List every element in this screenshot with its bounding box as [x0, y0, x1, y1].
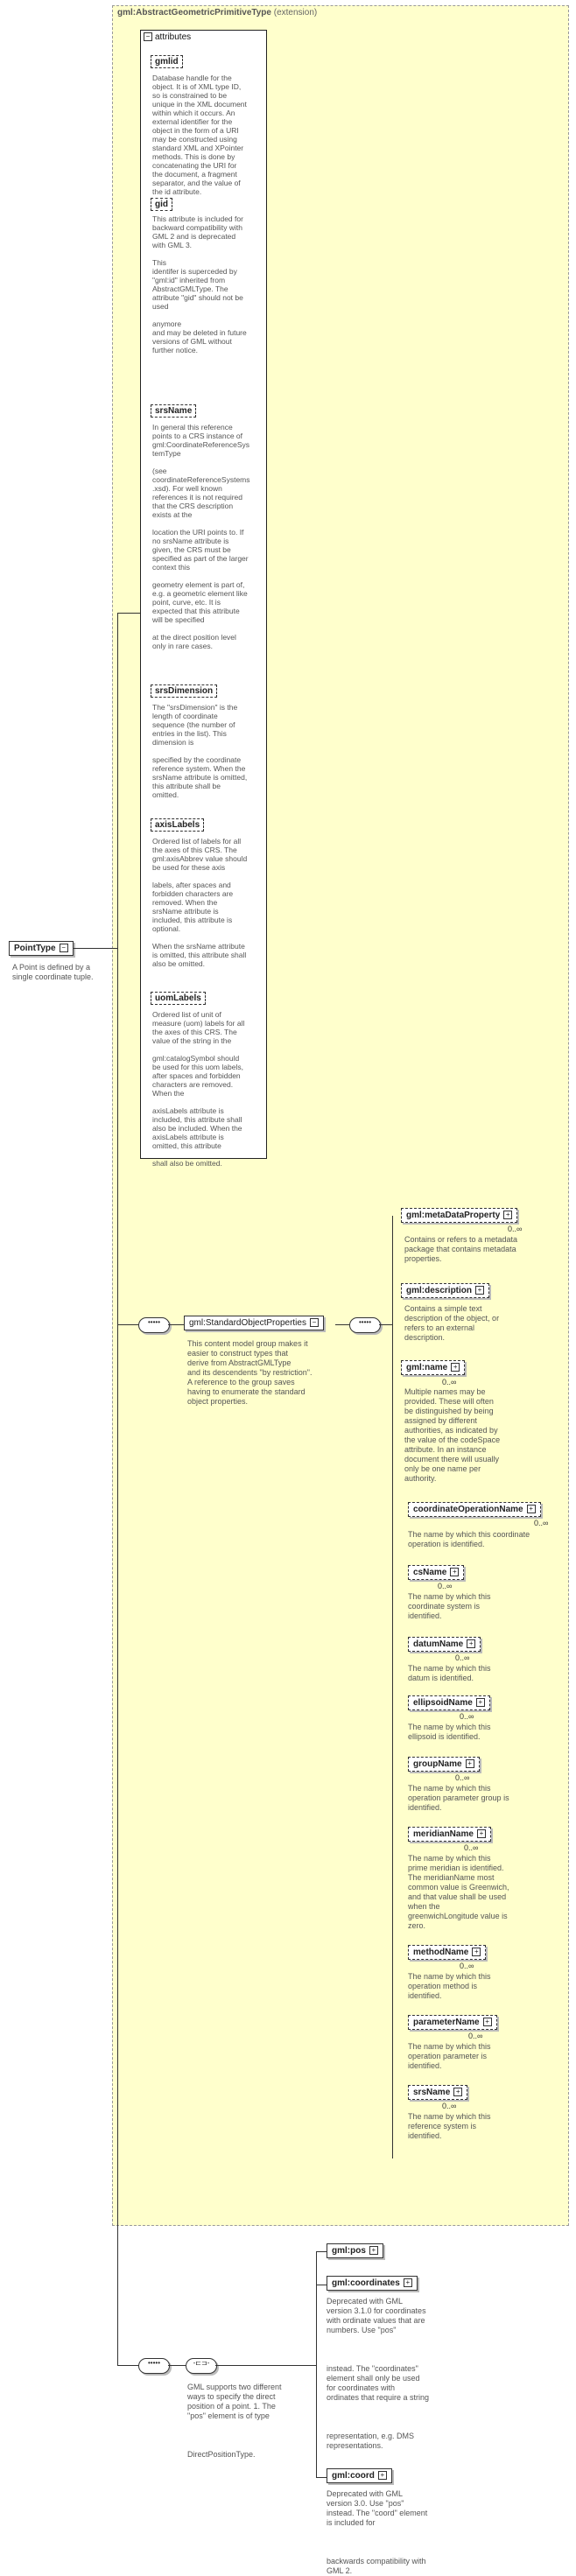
connector	[215, 2365, 228, 2366]
attribute-uomlabels[interactable]: uomLabels	[151, 992, 206, 1005]
attribute-note: In general this reference points to a CRS instance of gml:CoordinateReferenceSys temType (see coordinateReferenceSystems .xsd). For well known references it is not required that the CRS description exists at the location the URI points to. If no srsName attribute is given, the CRS must be specified as part of the larger context this geometry element is part of, e.g. a geometric element like point, curve, etc. It is expected that this attribute will be specified at the direct position level only in rare cases.	[152, 423, 250, 650]
element-groupname[interactable]: groupName +	[408, 1757, 480, 1772]
cardinality: 0..∞	[438, 1582, 453, 1590]
attribute-note: Ordered list of labels for all the axes of this CRS. The gml:axisAbbrev value should be used for these axis labels, after spaces and forbidden characters are removed. When the srsName attribute is included, this attribute is optional. When the srsName attribute is omitted, this attribute shall also be omitted.	[152, 837, 248, 968]
expand-icon[interactable]: +	[404, 2278, 412, 2287]
expand-icon[interactable]: +	[369, 2246, 378, 2255]
element-coordinateoperationname[interactable]: coordinateOperationName +	[408, 1502, 541, 1517]
expand-icon[interactable]: +	[503, 1211, 512, 1219]
element-coord[interactable]: gml:coord +	[327, 2468, 392, 2483]
attribute-note: This attribute is included for backward compatibility with GML 2 and is deprecated with GML 3. This identifer is superceded by "gml:id" inherited from AbstractGMLType. The attribute "gid" should not be used anymore and may be deleted in future versions of GML without further notice.	[152, 214, 247, 354]
collapse-icon[interactable]: −	[310, 1318, 319, 1327]
cardinality: 0..∞	[442, 1378, 457, 1386]
connector	[117, 613, 140, 614]
cardinality: 0..∞	[455, 1773, 470, 1782]
cardinality: 0..∞	[442, 2102, 457, 2110]
element-note: The name by which this reference system is identified.	[408, 2112, 491, 2140]
extension-suffix: (extension)	[273, 8, 318, 18]
element-name[interactable]: gml:name +	[401, 1360, 465, 1375]
element-note: Deprecated with GML version 3.0. Use "pos" instead. The "coord" element is included for backwards compatibility with GML 2.	[327, 2489, 428, 2575]
connector	[74, 948, 117, 949]
element-datumname[interactable]: datumName +	[408, 1637, 481, 1652]
expand-icon[interactable]: +	[472, 1948, 481, 1956]
connector	[117, 2365, 139, 2366]
collapse-icon[interactable]: −	[144, 32, 152, 41]
attribute-gid[interactable]: gid	[151, 198, 172, 211]
root-note: A Point is defined by a single coordinate tuple.	[12, 963, 94, 981]
element-methodname[interactable]: methodName +	[408, 1945, 486, 1960]
choice-compositor[interactable]: ‑⊏⊐‑	[186, 2358, 217, 2374]
collapse-icon[interactable]: −	[60, 944, 68, 952]
element-parametername[interactable]: parameterName +	[408, 2015, 497, 2030]
connector	[117, 1324, 139, 1325]
element-ellipsoidname[interactable]: ellipsoidName +	[408, 1695, 490, 1710]
element-note: Multiple names may be provided. These will often be distinguished by being assigned by different authorities, as indicated by the value of the codeSpace attribute. In an instance document there will usually only be one name per authority.	[404, 1387, 501, 1483]
expand-icon[interactable]: +	[483, 2018, 492, 2026]
expand-icon[interactable]: +	[475, 1286, 484, 1295]
expand-icon[interactable]: +	[451, 1363, 460, 1372]
expand-icon[interactable]: +	[378, 2471, 387, 2480]
connector	[316, 2477, 327, 2478]
root-element-pointtype[interactable]: PointType −	[9, 941, 74, 956]
sequence-compositor[interactable]: •••••	[138, 2358, 170, 2374]
element-metadataproperty[interactable]: gml:metaDataProperty +	[401, 1208, 517, 1223]
connector	[168, 1324, 184, 1325]
attribute-gmlid[interactable]: gmlid	[151, 55, 183, 68]
element-note: Contains a simple text description of the object, or refers to an external description.	[404, 1304, 500, 1342]
extension-base-name[interactable]: gml:AbstractGeometricPrimitiveType	[117, 8, 271, 18]
expand-icon[interactable]: +	[466, 1759, 474, 1768]
group-standard-object-properties[interactable]: gml:StandardObjectProperties −	[184, 1316, 324, 1330]
connector	[168, 2365, 186, 2366]
connector	[392, 1216, 393, 2158]
expand-icon[interactable]: +	[527, 1505, 536, 1513]
attribute-note: The "srsDimension" is the length of coordinate sequence (the number of entries in the list). This dimension is specified by the coordinate reference system. When the srsName attribute is omitted, this attribute shall be omitted.	[152, 703, 248, 799]
element-note: The name by which this operation parameter is identified.	[408, 2042, 491, 2070]
cardinality: 0..∞	[464, 1843, 479, 1852]
element-note: The name by which this coordinate system is identified.	[408, 1592, 491, 1620]
element-csname[interactable]: csName +	[408, 1565, 464, 1580]
element-note: The name by which this prime meridian is identified. The meridianName most common value is Greenwich, and that value shall be used when the greenwichLongitude value is zero.	[408, 1854, 509, 1930]
connector	[379, 1324, 392, 1325]
connector	[316, 2251, 327, 2252]
expand-icon[interactable]: +	[450, 1568, 459, 1576]
element-meridianname[interactable]: meridianName +	[408, 1827, 491, 1842]
element-pos[interactable]: gml:pos +	[327, 2243, 383, 2258]
element-description[interactable]: gml:description +	[401, 1283, 489, 1298]
cardinality: 0..∞	[455, 1653, 470, 1662]
element-note: The name by which this operation parameter group is identified.	[408, 1784, 509, 1812]
group-note: This content model group makes it easier to construct types that derive from AbstractGMLType and its descendents "by restriction". A reference to the group saves having to enumerate the standard object properties.	[187, 1339, 313, 1406]
sequence-compositor[interactable]: •••••	[349, 1317, 381, 1333]
expand-icon[interactable]: +	[453, 2088, 462, 2096]
element-note: The name by which this coordinate operation is identified.	[408, 1530, 530, 1548]
cardinality: 0..∞	[508, 1225, 523, 1233]
attribute-axislabels[interactable]: axisLabels	[151, 818, 204, 832]
attribute-srsname[interactable]: srsName	[151, 404, 196, 418]
element-note: The name by which this datum is identified.	[408, 1664, 491, 1682]
expand-icon[interactable]: +	[477, 1829, 486, 1838]
expand-icon[interactable]: +	[476, 1698, 485, 1707]
choice-note: GML supports two different ways to specify the direct position of a point. 1. The "pos" element is of type DirectPositionType.	[187, 2383, 282, 2459]
connector	[335, 1324, 349, 1325]
attribute-note: Database handle for the object. It is of XML type ID, so is constrained to be unique in the XML document within which it occurs. An external identifier for the object in the form of a URI may be constructed using standard XML and XPointer methods. This is done by concatenating the URI for the document, a fragment separator, and the value of the id attribute.	[152, 74, 247, 196]
element-note: Contains or refers to a metadata package that contains metadata properties.	[404, 1235, 518, 1263]
cardinality: 0..∞	[534, 1519, 549, 1527]
element-coordinates[interactable]: gml:coordinates +	[327, 2276, 418, 2291]
expand-icon[interactable]: +	[467, 1639, 475, 1648]
attribute-note: Ordered list of unit of measure (uom) labels for all the axes of this CRS. The value of the string in the gml:catalogSymbol should be used for this uom labels, after spaces and forbidden characters are removed. When the axisLabels attribute is included, this attribute shall also be included. When the axisLabels attribute is omitted, this attribute shall also be omitted.	[152, 1010, 245, 1168]
element-note: The name by which this ellipsoid is identified.	[408, 1723, 491, 1741]
connector	[117, 613, 118, 2365]
cardinality: 0..∞	[460, 1962, 474, 1970]
connector	[228, 2365, 316, 2366]
cardinality: 0..∞	[468, 2032, 483, 2040]
sequence-compositor[interactable]: •••••	[138, 1317, 170, 1333]
attributes-header[interactable]: − attributes	[144, 32, 191, 42]
element-note: Deprecated with GML version 3.1.0 for coordinates with ordinate values that are numbers. Use "pos" instead. The "coordinates" element shall only be used for coordinates with ordinates that require a string representation, e.g. DMS representations.	[327, 2297, 430, 2450]
element-note: The name by which this operation method is identified.	[408, 1972, 491, 2000]
extension-title	[117, 8, 317, 18]
element-srsname[interactable]: srsName +	[408, 2085, 467, 2100]
attribute-srsdimension[interactable]: srsDimension	[151, 684, 217, 698]
cardinality: 0..∞	[460, 1712, 474, 1721]
